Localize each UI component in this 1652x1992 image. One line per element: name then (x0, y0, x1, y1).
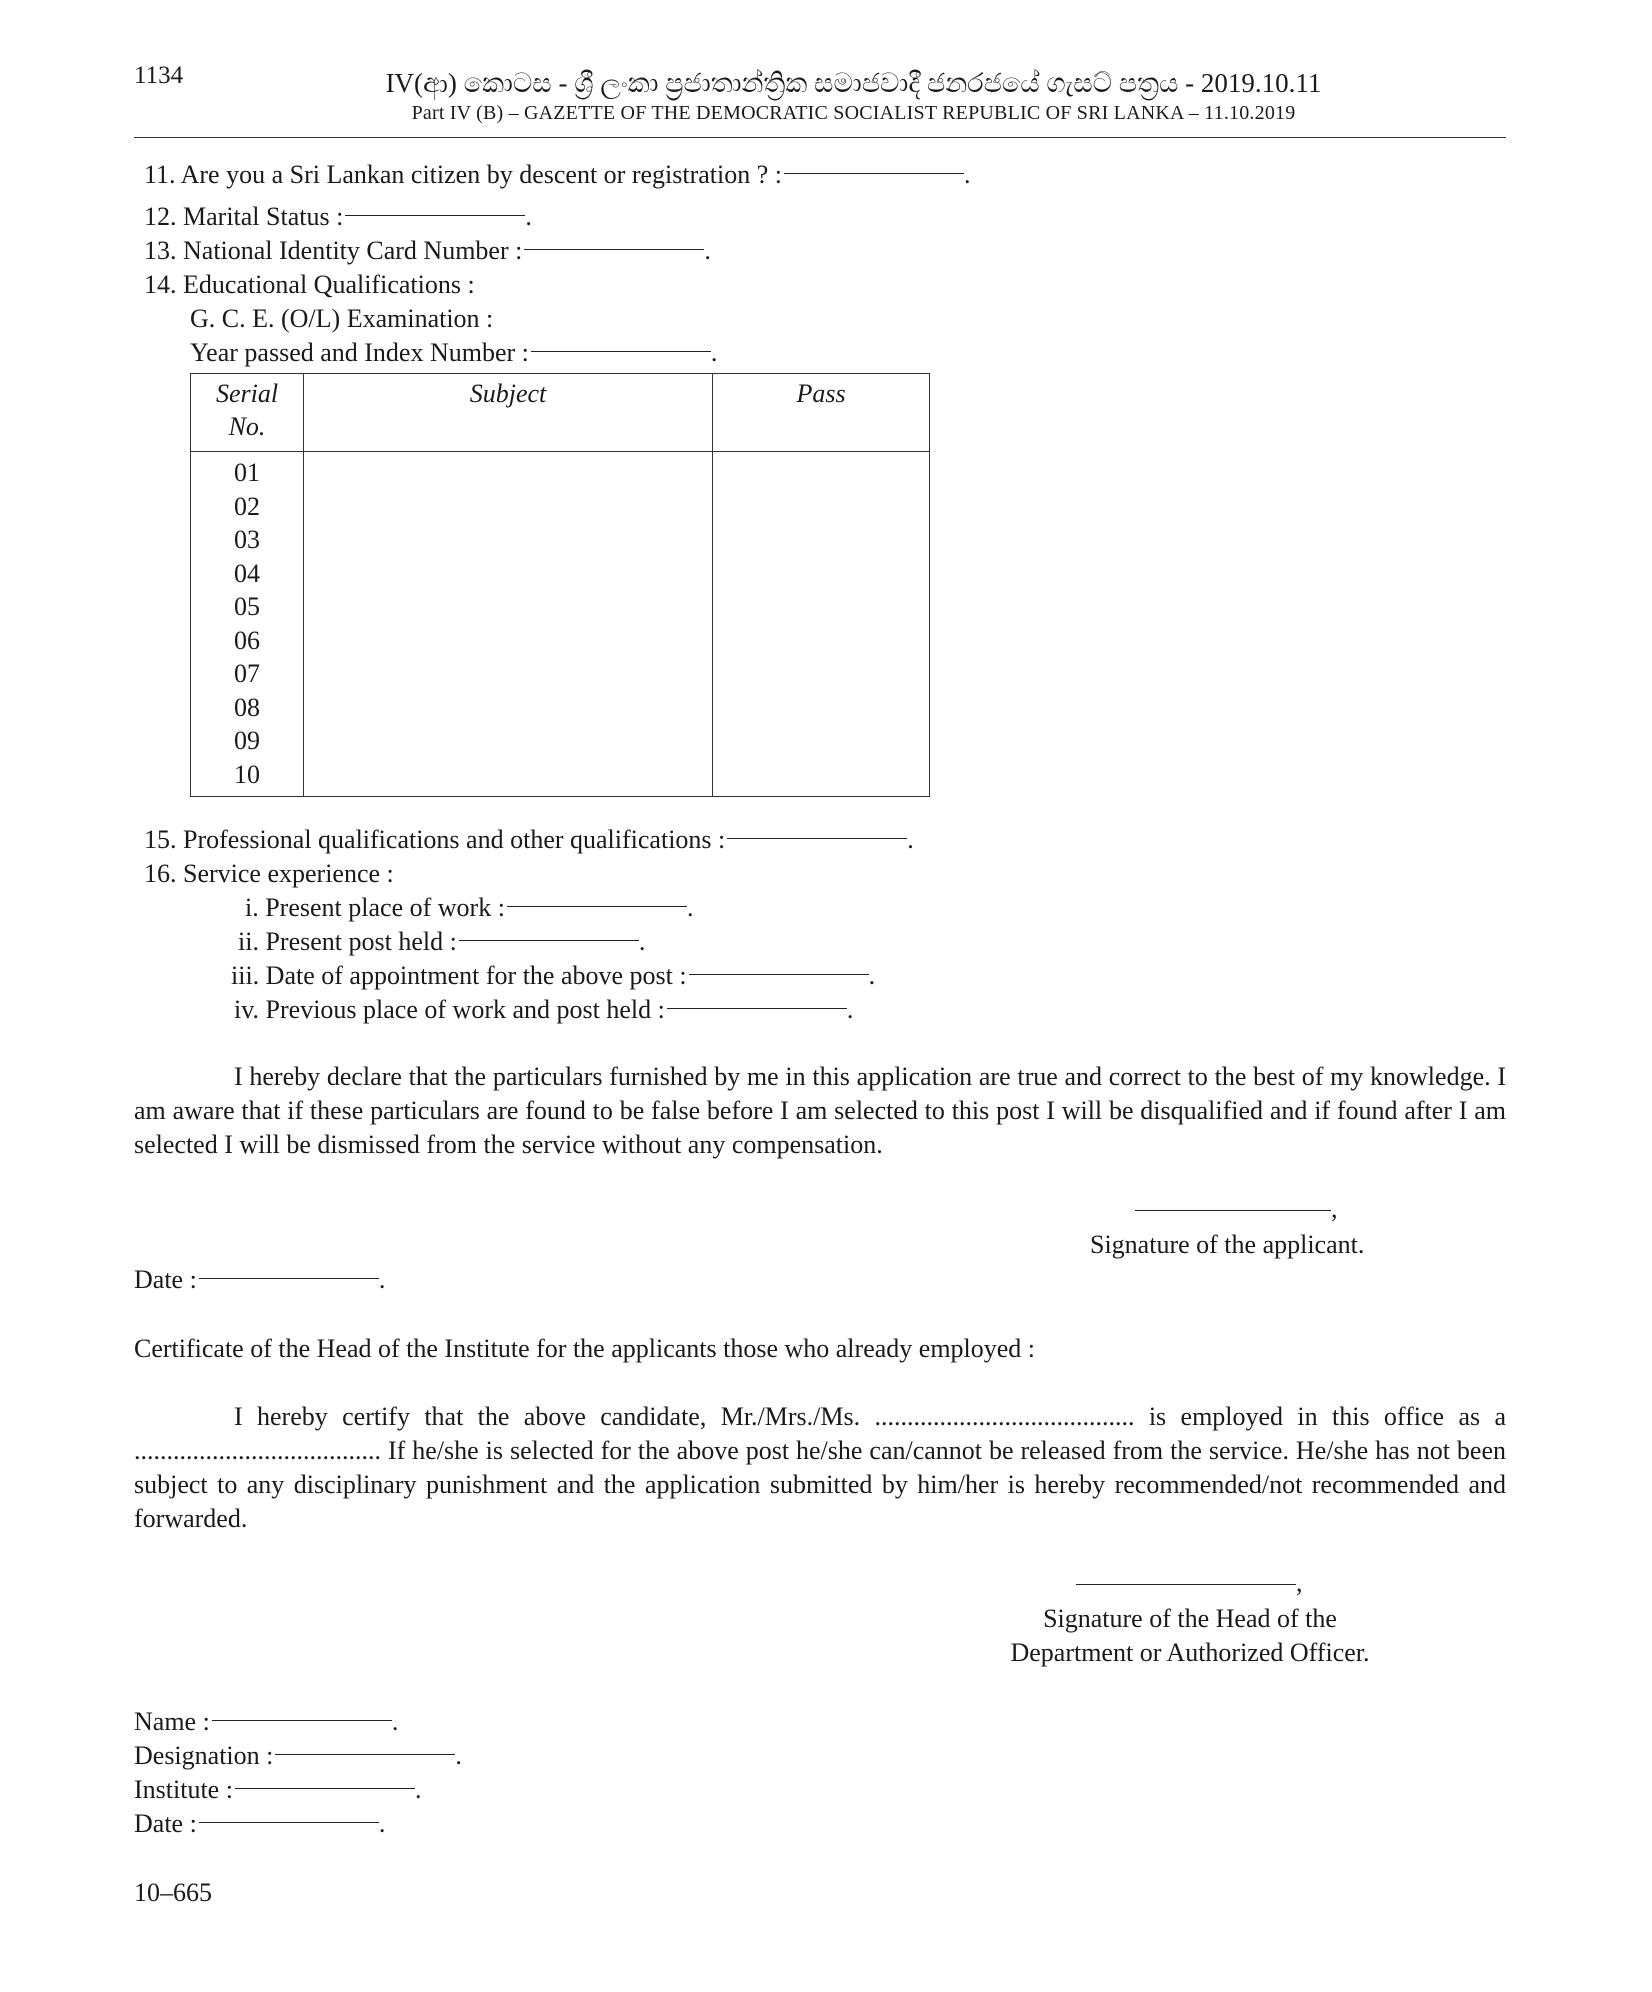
item-13: 13. National Identity Card Number : . (144, 236, 711, 265)
pass-column[interactable] (713, 452, 930, 797)
certifier-institute: Institute : . (134, 1775, 422, 1804)
footer-code: 10–665 (134, 1878, 212, 1907)
serial-number: 01 (234, 458, 260, 487)
item-12: 12. Marital Status : . (144, 202, 532, 231)
item-16-ii-label: ii. Present post held : (238, 927, 457, 956)
serial-number: 09 (234, 726, 260, 755)
item-14-year: Year passed and Index Number : . (190, 338, 718, 367)
item-15-blank[interactable] (727, 838, 907, 839)
item-16-i: i. Present place of work : . (245, 893, 694, 922)
certifier-date: Date : . (134, 1809, 386, 1838)
certificate-text: I hereby certify that the above candidate, Mr./Mrs./Ms. ........................................ is employed in this office as a ...................................... If he/she is selected for the above post he/she can/cannot be released from the service. He/she has not been subject to any disciplinary punishment and the application submitted by him/her is hereby recommended/not recommended and forwarded. (134, 1402, 1506, 1533)
certifier-name-blank[interactable] (212, 1720, 392, 1721)
item-16-iii-blank[interactable] (689, 974, 869, 975)
serial-number: 07 (234, 659, 260, 688)
serial-column (191, 452, 304, 797)
applicant-date: Date : . (134, 1265, 386, 1294)
pass-header: Pass (713, 374, 930, 452)
item-16 (144, 857, 394, 891)
certifier-name-label: Name : (134, 1707, 210, 1736)
item-16-iv-label: iv. Previous place of work and post held : (234, 995, 665, 1024)
applicant-date-blank[interactable] (199, 1278, 379, 1279)
item-16-ii-blank[interactable] (459, 940, 639, 941)
item-11-blank[interactable] (784, 173, 964, 174)
gazette-title-sinhala: IV(ආ) කොටස - ශ්‍රී ලංකා ප්‍රජාතාන්ත්‍රික සමාජවාදී ජනරජයේ ගැසට් පත්‍රය - 2019.10.11 (385, 68, 1322, 98)
serial-number: 04 (234, 558, 260, 588)
certifier-institute-blank[interactable] (235, 1788, 415, 1789)
certifier-date-blank[interactable] (199, 1822, 379, 1823)
item-15-label: 15. Professional qualifications and other qualifications : (144, 825, 726, 854)
serial-number: 10 (234, 759, 260, 789)
item-16-iv-blank[interactable] (667, 1008, 847, 1009)
subject-header: Subject (304, 374, 713, 452)
head-signature-label-1: Signature of the Head of the (1043, 1604, 1337, 1633)
item-11-label: 11. Are you a Sri Lankan citizen by descent or registration ? : (144, 160, 783, 189)
serial-header-line1: Serial (215, 379, 279, 408)
header-divider (134, 137, 1506, 138)
declaration-text: I hereby declare that the particulars furnished by me in this application are true and correct to the best of my knowledge. I am aware that if these particulars are found to be false before I am selected to this post I will be disqualified and if found after I am selected I will be dismissed from the service without any compensation. (134, 1062, 1506, 1159)
serial-number: 02 (234, 491, 260, 521)
head-signature-line: , (1076, 1566, 1303, 1600)
item-14-gce-label: G. C. E. (O/L) Examination : (190, 304, 494, 333)
serial-number: 06 (234, 625, 260, 655)
head-signature-blank[interactable] (1076, 1584, 1296, 1585)
item-16-ii: ii. Present post held : . (238, 927, 646, 956)
serial-number: 03 (234, 525, 260, 554)
item-14-gce (190, 302, 493, 336)
applicant-date-label: Date : (134, 1265, 197, 1294)
applicant-signature-line: , (1135, 1192, 1338, 1226)
gazette-title-english: Part IV (B) – GAZETTE OF THE DEMOCRATIC SOCIALIST REPUBLIC OF SRI LANKA – 11.10.2019 (411, 102, 1296, 124)
certifier-designation-blank[interactable] (275, 1754, 455, 1755)
item-16-iii: iii. Date of appointment for the above post : . (231, 961, 876, 990)
subject-column[interactable] (304, 452, 713, 797)
table-header-row (191, 374, 930, 452)
gce-results-table (190, 373, 930, 797)
certifier-date-label: Date : (134, 1809, 197, 1838)
item-14-label: 14. Educational Qualifications : (144, 270, 475, 299)
item-16-i-label: i. Present place of work : (245, 893, 505, 922)
head-signature-label-2: Department or Authorized Officer. (1010, 1638, 1370, 1667)
item-12-blank[interactable] (345, 215, 525, 216)
certifier-institute-label: Institute : (134, 1775, 233, 1804)
certificate-heading: Certificate of the Head of the Institute for the applicants those who already employed : (134, 1334, 1036, 1363)
item-16-iv: iv. Previous place of work and post held : . (234, 995, 854, 1024)
serial-header-line2: No. (228, 412, 266, 441)
certifier-designation: Designation : . (134, 1741, 462, 1770)
item-14-year-label: Year passed and Index Number : (190, 338, 529, 367)
item-16-iii-label: iii. Date of appointment for the above post : (231, 961, 687, 990)
item-13-label: 13. National Identity Card Number : (144, 236, 523, 265)
item-12-label: 12. Marital Status : (144, 202, 344, 231)
item-14-year-blank[interactable] (531, 351, 711, 352)
serial-number: 08 (234, 692, 260, 722)
item-16-i-blank[interactable] (507, 906, 687, 907)
item-14 (144, 268, 475, 302)
page-number: 1134 (134, 62, 184, 89)
declaration-paragraph (134, 1060, 1506, 1162)
applicant-signature-blank[interactable] (1135, 1210, 1331, 1211)
serial-header (191, 374, 304, 452)
certifier-designation-label: Designation : (134, 1741, 274, 1770)
certificate-paragraph (134, 1400, 1506, 1536)
certifier-name: Name : . (134, 1707, 399, 1736)
item-13-blank[interactable] (524, 249, 704, 250)
table-body-row (191, 452, 930, 797)
item-15: 15. Professional qualifications and other qualifications : . (144, 825, 914, 854)
item-11: 11. Are you a Sri Lankan citizen by descent or registration ? : . (144, 160, 971, 189)
serial-number: 05 (234, 592, 260, 621)
applicant-signature-label: Signature of the applicant. (1090, 1230, 1365, 1259)
item-16-label: 16. Service experience : (144, 859, 394, 888)
